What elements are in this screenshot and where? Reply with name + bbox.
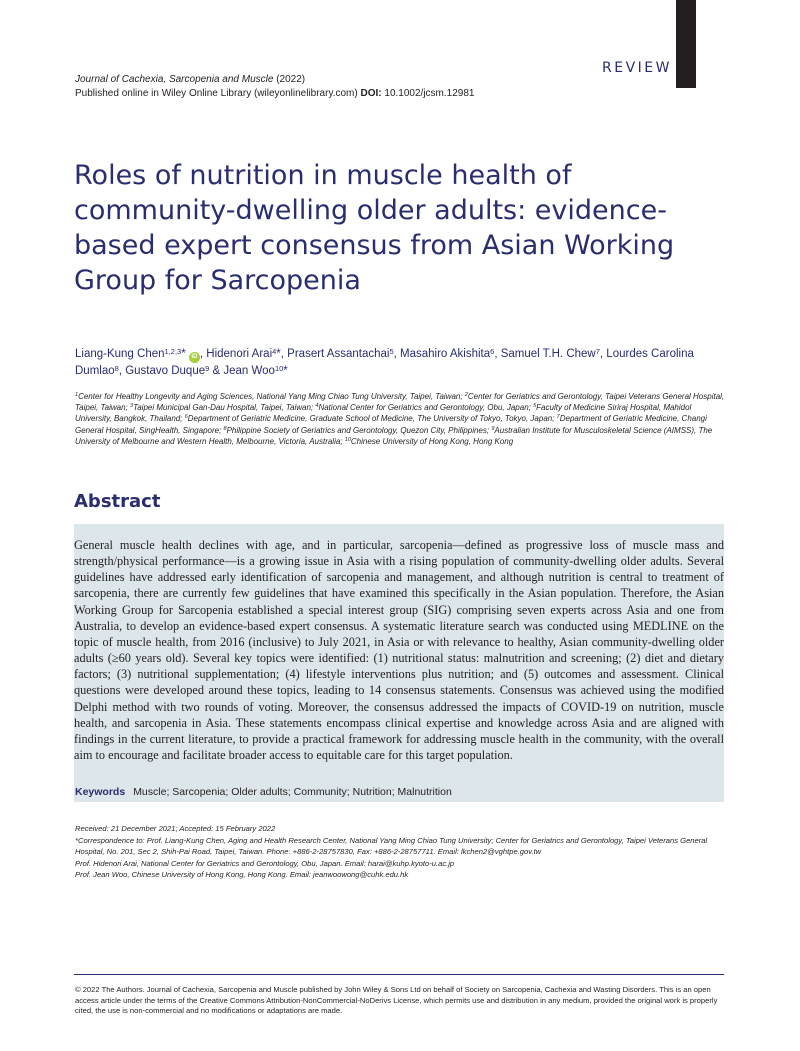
abstract-text: General muscle health declines with age, and in particular, sarcopenia—defined as progressive loss of muscle mass and strength/physical performance—is a growing issue in Asia with a rising population of community-dwelling older adults. Several guidelines have addressed early identification of sarcopenia and management, and although nutrition is central to treatment of sarcopenia, there are currently few guidelines that have examined this specifically in the Asian population. Therefore, the Asian Working Group for Sarcopenia established a special interest group (SIG) comprising seven experts across Asia and one from Australia, to develop an evidence-based expert consensus. A systematic literature search was conducted using MEDLINE on the topic of muscle health, from 2016 (inclusive) to July 2021, in Asia or with relevance to healthy, Asian community-dwelling older adults (≥60 years old). Several key topics were identified: (1) nutritional status: malnutrition and screening; (2) diet and dietary factors; (3) nutritional supplementation; (4) lifestyle interventions plus nutrition; and (5) outcomes and assessment. Clinical questions were developed around these topics, leading to 14 consensus statements. Consensus was achieved using the modified Delphi method with two rounds of voting. Moreover, the consensus addressed the impacts of COVID-19 on nutrition, muscle health, and sarcopenia in Asia. These statements encompass clinical expertise and knowledge across Asia and are aligned with findings in the current literature, to provide a practical framework for addressing muscle health in the community, with the overall aim to encourage and facilitate broader access to equitable care for this target population. bbox=[74, 538, 724, 763]
author[interactable] bbox=[501, 348, 600, 360]
keywords bbox=[75, 786, 452, 798]
author-name: Prasert Assantachai bbox=[287, 348, 390, 360]
author-affiliation-number: 6 bbox=[490, 347, 495, 356]
author-list: Liang-Kung Chen$^{1,2,3}$* iD , Hidenori Arai$^4$*, Prasert Assantachai$^5$, Masahiro Akishita$^6$, Samuel T.H. Chew$^7$, Lourdes Carolina Dumlao$^8$, Gustavo Duque$^9$ & Jean Woo$^{10}$* bbox=[75, 347, 694, 377]
published-line: Published online in Wiley Online Library (wileyonlinelibrary.com) DOI: 10.1002/jcsm.12981 bbox=[75, 88, 475, 99]
author-affiliation-number: 4 bbox=[272, 347, 277, 356]
author-name: Hidenori Arai bbox=[206, 348, 273, 360]
section-tab-marker bbox=[676, 0, 696, 88]
affiliation-number: 5 bbox=[533, 403, 537, 410]
affiliation-text: Australian Institute for Musculoskeletal Science (AIMSS), The University of Melbourne and Western Health, Melbourne, Victoria, Australia; bbox=[75, 425, 713, 446]
affiliation-text: Philippine Society of Geriatrics and Gerontology, Quezon City, Philippines; bbox=[226, 425, 492, 435]
author-affiliation-number: 1,2,3 bbox=[164, 347, 182, 356]
abstract-heading: Abstract bbox=[74, 491, 161, 512]
license-text: © 2022 The Authors. Journal of Cachexia, Sarcopenia and Muscle published by John Wiley & Sons Ltd on behalf of Society on Sarcopenia, Cachexia and Wasting Disorders. This is an open access article under the terms of the Creative Commons Attribution-NonCommercial-NoDerivs License, which permits use and distribution in any medium, provided the original work is properly cited, the use is non-commercial and no modifications or adaptations are made. bbox=[75, 985, 718, 1015]
author[interactable] bbox=[206, 348, 281, 360]
author-affiliation-number: 5 bbox=[389, 347, 394, 356]
affiliation-number: 1 bbox=[75, 392, 79, 398]
correspondence-woo: Prof. Jean Woo, Chinese University of Hong Kong, Hong Kong. Email: jeanwoowong@cuhk.edu.hk bbox=[75, 870, 409, 879]
corresponding-mark: * bbox=[276, 348, 281, 360]
author[interactable] bbox=[223, 365, 287, 377]
author[interactable] bbox=[287, 348, 393, 360]
affiliation bbox=[315, 403, 533, 412]
affiliation-text: National Center for Geriatrics and Gerontology, Obu, Japan; bbox=[318, 403, 534, 413]
footer-divider bbox=[74, 974, 724, 975]
affiliation bbox=[75, 392, 465, 401]
corresponding-mark: * bbox=[181, 348, 186, 360]
doi-label: DOI: bbox=[360, 88, 382, 99]
author-name: Liang-Kung Chen bbox=[75, 348, 165, 360]
section-label: REVIEW bbox=[602, 60, 672, 76]
affiliation bbox=[345, 437, 513, 446]
author-affiliation-number: 10 bbox=[274, 364, 284, 373]
journal-name: Journal of Cachexia, Sarcopenia and Muscle bbox=[75, 74, 274, 85]
affiliation-number: 4 bbox=[315, 403, 319, 410]
affiliation-text: Department of Geriatric Medicine, Graduate School of Medicine, The University of Tokyo, Tokyo, Japan; bbox=[187, 414, 557, 424]
affiliation-text: Chinese University of Hong Kong, Hong Kong bbox=[350, 436, 514, 446]
affiliation-number: 7 bbox=[556, 414, 560, 421]
affiliation bbox=[223, 425, 495, 435]
author-name: Jean Woo bbox=[223, 365, 275, 377]
affiliation-text: Department of Geriatric Medicine, Changi General Hospital, SingHealth, Singapore; bbox=[75, 414, 707, 435]
affiliation-text: Center for Healthy Longevity and Aging Sciences, National Yang Ming Chiao Tung University, Taipei, Taiwan; bbox=[78, 392, 465, 401]
author-affiliation-number: 7 bbox=[595, 347, 600, 356]
keywords-text: Muscle; Sarcopenia; Older adults; Community; Nutrition; Malnutrition bbox=[133, 786, 452, 798]
received-dates: Received: 21 December 2021; Accepted: 15 February 2022 bbox=[75, 824, 276, 833]
affiliation-number: 6 bbox=[184, 414, 188, 421]
affiliation-number: 8 bbox=[223, 425, 227, 432]
affiliation-text: Faculty of Medicine Siriraj Hospital, Mahidol University, Bangkok, Thailand; bbox=[75, 403, 692, 424]
author-name: Lourdes Carolina Dumlao bbox=[75, 348, 694, 377]
author-affiliation-number: 9 bbox=[205, 364, 210, 373]
journal-year: (2022) bbox=[273, 74, 306, 85]
author[interactable] bbox=[75, 348, 200, 360]
author-affiliation-number: 8 bbox=[114, 364, 119, 373]
corresponding-mark: * bbox=[283, 365, 288, 377]
author-name: Gustavo Duque bbox=[125, 365, 206, 377]
affiliation bbox=[185, 414, 557, 423]
correspondence-chen: *Correspondence to: Prof. Liang-Kung Chen, Aging and Health Research Center, National Yang Ming Chiao Tung University; Center for Geriatrics and Gerontology, Taipei Veterans General Hospital, No. 201, Sec 2, Shih-Pai Road, Taipei, Taiwan. Phone: +886-2-28757830, Fax: +886-2-28757711. Email: lkchen2@vghtpe.gov.tw bbox=[75, 835, 708, 856]
journal-info bbox=[75, 73, 474, 101]
affiliation-number: 3 bbox=[130, 403, 134, 410]
article-title: Roles of nutrition in muscle health of community-dwelling older adults: evidence-based expert consensus from Asian Working Group for Sarcopenia bbox=[74, 160, 675, 296]
affiliation-number: 2 bbox=[464, 392, 468, 398]
affiliation-number: 10 bbox=[344, 436, 351, 443]
affiliation bbox=[130, 403, 315, 412]
affiliation-text: Taipei Municipal Gan-Dau Hospital, Taipei, Taiwan; bbox=[133, 403, 316, 413]
author-name: Masahiro Akishita bbox=[400, 348, 491, 360]
affiliation-text: Center for Geriatrics and Gerontology, Taipei Veterans General Hospital, Taipei, Taiwan; bbox=[75, 392, 725, 413]
author-name: Samuel T.H. Chew bbox=[500, 348, 596, 360]
author[interactable] bbox=[400, 348, 494, 360]
keywords-label: Keywords bbox=[75, 786, 126, 798]
journal-citation bbox=[75, 73, 474, 87]
doi-value[interactable]: 10.1002/jcsm.12981 bbox=[381, 88, 475, 99]
author[interactable] bbox=[125, 365, 209, 377]
affiliations bbox=[75, 391, 725, 447]
affiliation-number: 9 bbox=[491, 425, 495, 432]
orcid-icon[interactable]: iD bbox=[189, 352, 200, 363]
correspondence-block bbox=[75, 823, 725, 881]
correspondence-arai: Prof. Hidenori Arai, National Center for Geriatrics and Gerontology, Obu, Japan. Email: harai@kuhp.kyoto-u.ac.jp bbox=[75, 858, 455, 868]
